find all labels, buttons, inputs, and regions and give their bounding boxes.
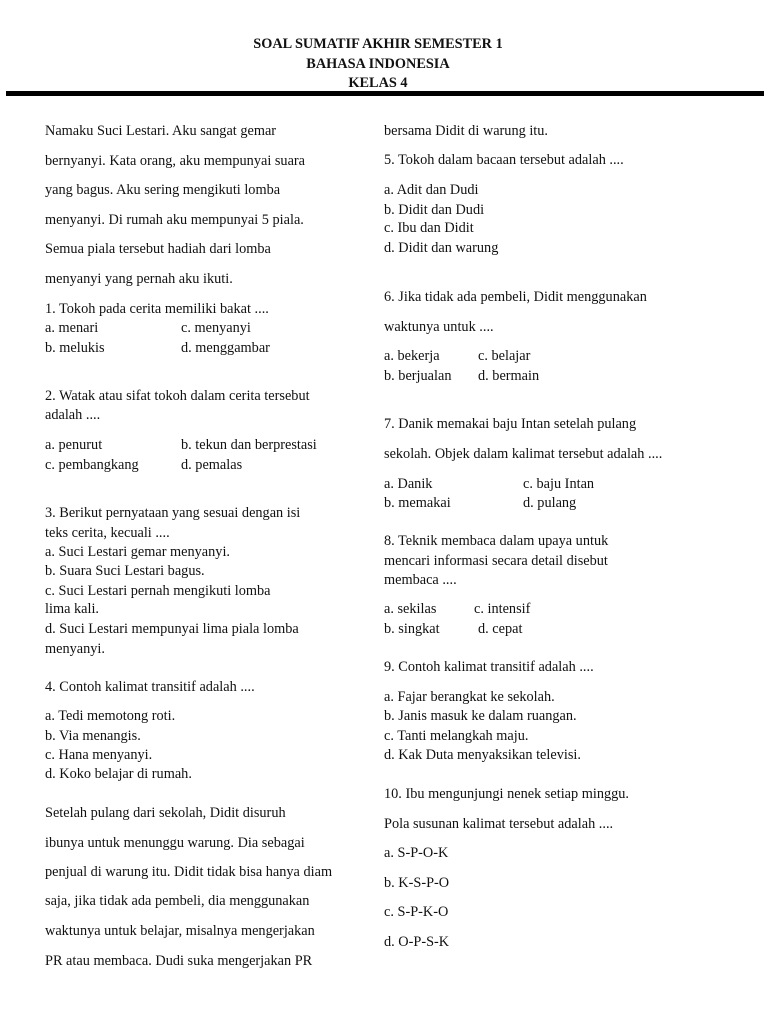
- option-c: c. menyanyi: [181, 320, 251, 336]
- option-c: c. Tanti melangkah maju.: [384, 728, 529, 744]
- option-b: b. singkat: [384, 621, 440, 637]
- question-stem: waktunya untuk ....: [384, 319, 494, 335]
- passage-line: yang bagus. Aku sering mengikuti lomba: [45, 182, 281, 198]
- option-c: c. Hana menyanyi.: [45, 747, 153, 763]
- option-d: d. Suci Lestari mempunyai lima piala lomba: [45, 621, 299, 637]
- passage-line: saja, jika tidak ada pembeli, dia menggunakan: [45, 893, 310, 909]
- option-b: b. Didit dan Dudi: [384, 202, 485, 218]
- option-a: a. Fajar berangkat ke sekolah.: [384, 689, 555, 705]
- question-stem: 4. Contoh kalimat transitif adalah ....: [45, 679, 255, 695]
- passage-line: waktunya untuk belajar, misalnya mengerjakan: [45, 923, 315, 939]
- option-a: a. Suci Lestari gemar menyanyi.: [45, 544, 231, 560]
- passage-line: menyanyi yang pernah aku ikuti.: [45, 271, 233, 287]
- passage-line: Setelah pulang dari sekolah, Didit disuruh: [45, 805, 286, 821]
- question-stem: 9. Contoh kalimat transitif adalah ....: [384, 659, 594, 675]
- option-b: b. Suara Suci Lestari bagus.: [45, 563, 205, 579]
- passage-line: ibunya untuk menunggu warung. Dia sebagai: [45, 835, 305, 851]
- option-d: d. Kak Duta menyaksikan televisi.: [384, 747, 581, 763]
- question-stem: 7. Danik memakai baju Intan setelah pulang: [384, 416, 637, 432]
- option-d: d. bermain: [478, 368, 540, 384]
- question-stem: sekolah. Objek dalam kalimat tersebut adalah ....: [384, 446, 663, 462]
- option-b: b. K-S-P-O: [384, 875, 450, 891]
- option-c: c. S-P-K-O: [384, 904, 449, 920]
- question-stem: Pola susunan kalimat tersebut adalah ....: [384, 816, 614, 832]
- option-b: b. melukis: [45, 340, 105, 356]
- question-stem: adalah ....: [45, 407, 101, 423]
- option-b: b. Via menangis.: [45, 728, 141, 744]
- passage-line: penjual di warung itu. Didit tidak bisa hanya diam: [45, 864, 333, 880]
- option-a: a. Danik: [384, 476, 433, 492]
- option-a: a. menari: [45, 320, 99, 336]
- option-a: a. S-P-O-K: [384, 845, 449, 861]
- passage-line: Namaku Suci Lestari. Aku sangat gemar: [45, 123, 277, 139]
- passage-line: Semua piala tersebut hadiah dari lomba: [45, 241, 271, 257]
- option-d: d. O-P-S-K: [384, 934, 450, 950]
- option-c: c. belajar: [478, 348, 531, 364]
- header-divider: [6, 91, 764, 96]
- question-stem: teks cerita, kecuali ....: [45, 525, 170, 541]
- option-d: d. pemalas: [181, 457, 243, 473]
- question-stem: 6. Jika tidak ada pembeli, Didit menggunakan: [384, 289, 647, 305]
- document-header: [0, 35, 756, 94]
- option-d: d. pulang: [523, 495, 577, 511]
- option-c: c. baju Intan: [523, 476, 595, 492]
- option-d: d. menggambar: [181, 340, 270, 356]
- question-stem: 5. Tokoh dalam bacaan tersebut adalah ....: [384, 152, 624, 168]
- option-c-cont: lima kali.: [45, 601, 99, 617]
- header-title: SOAL SUMATIF AKHIR SEMESTER 1: [253, 36, 503, 52]
- option-b: b. memakai: [384, 495, 451, 511]
- option-a: a. penurut: [45, 437, 103, 453]
- option-c: c. Ibu dan Didit: [384, 220, 474, 236]
- question-stem: 1. Tokoh pada cerita memiliki bakat ....: [45, 301, 269, 317]
- option-c: c. intensif: [474, 601, 531, 617]
- passage-line: bersama Didit di warung itu.: [384, 123, 548, 139]
- question-stem: 2. Watak atau sifat tokoh dalam cerita tersebut: [45, 388, 310, 404]
- question-stem: 3. Berikut pernyataan yang sesuai dengan isi: [45, 505, 301, 521]
- option-b: b. Janis masuk ke dalam ruangan.: [384, 708, 577, 724]
- question-stem: 10. Ibu mengunjungi nenek setiap minggu.: [384, 786, 629, 802]
- option-a: a. Adit dan Dudi: [384, 182, 479, 198]
- option-a: a. sekilas: [384, 601, 437, 617]
- option-a: a. bekerja: [384, 348, 440, 364]
- question-stem: 8. Teknik membaca dalam upaya untuk: [384, 533, 609, 549]
- question-stem: membaca ....: [384, 572, 457, 588]
- option-c: c. Suci Lestari pernah mengikuti lomba: [45, 583, 271, 599]
- option-d: d. Koko belajar di rumah.: [45, 766, 192, 782]
- header-subject: BAHASA INDONESIA: [306, 55, 450, 72]
- option-b: b. tekun dan berprestasi: [181, 437, 317, 453]
- option-a: a. Tedi memotong roti.: [45, 708, 176, 724]
- option-d: d. Didit dan warung: [384, 240, 499, 256]
- option-d-cont: menyanyi.: [45, 641, 105, 657]
- option-d: d. cepat: [478, 621, 523, 637]
- passage-line: bernyanyi. Kata orang, aku mempunyai suara: [45, 153, 306, 169]
- passage-line: menyanyi. Di rumah aku mempunyai 5 piala.: [45, 212, 304, 228]
- option-c: c. pembangkang: [45, 457, 139, 473]
- option-b: b. berjualan: [384, 368, 452, 384]
- passage-line: PR atau membaca. Dudi suka mengerjakan PR: [45, 953, 313, 969]
- header-class: KELAS 4: [348, 75, 408, 91]
- question-stem: mencari informasi secara detail disebut: [384, 553, 608, 569]
